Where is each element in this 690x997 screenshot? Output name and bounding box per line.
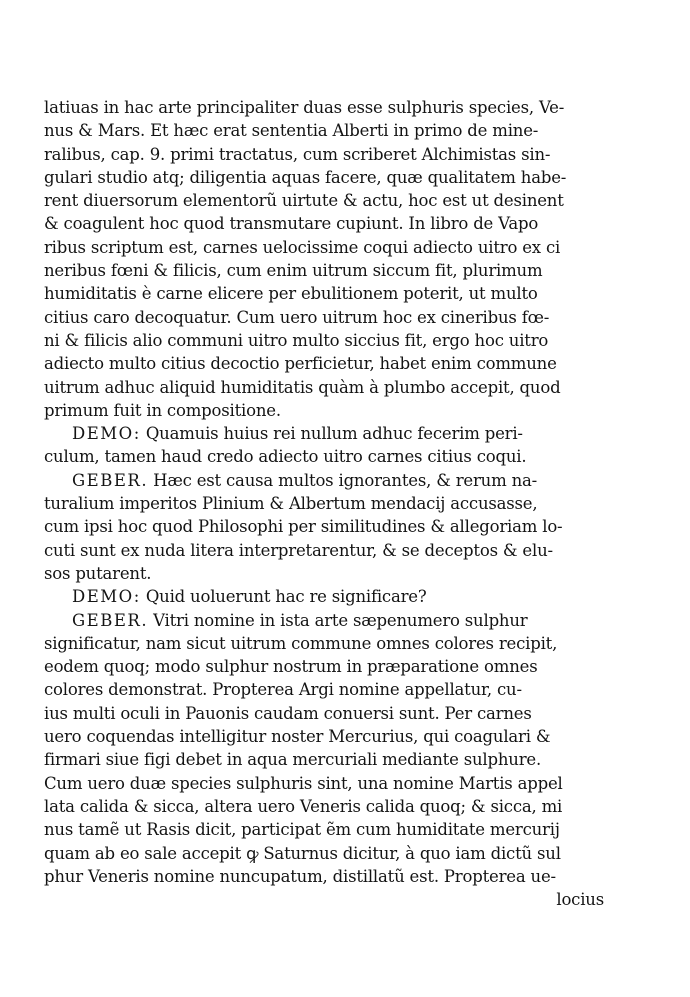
text-line: latiuas in hac arte principaliter duas esse sulphuris species, Ve- — [44, 98, 565, 117]
text-line: eodem quoq; modo sulphur nostrum in præparatione omnes — [44, 657, 538, 677]
text-line: sos putarent. — [44, 563, 152, 583]
text-line: cuti sunt ex nuda litera interpretarentur, & se deceptos & elu- — [44, 540, 553, 560]
body-text — [44, 96, 604, 911]
speaker-label: DEMO: — [72, 424, 141, 444]
text-line: turalium imperitos Plinium & Albertum mendacij accusasse, — [44, 494, 538, 514]
text-line: ius multi oculi in Pauonis caudam conuersi sunt. Per carnes — [44, 703, 532, 723]
text-line: uero coquendas intelligitur noster Mercurius, qui coagulari & — [44, 727, 551, 747]
text-line: adiecto multo citius decoctio perficietur, habet enim commune — [44, 354, 557, 374]
speaker-label: GEBER. — [72, 610, 149, 630]
text-line: firmari siue figi debet in aqua mercuriali mediante sulphure. — [44, 750, 542, 770]
text-line: uitrum adhuc aliquid humiditatis quàm à plumbo accepit, quod — [44, 377, 561, 397]
speaker-label: GEBER. — [72, 470, 149, 490]
dialogue-line: GEBER. Vitri nomine in ista arte sæpenumero sulphur — [72, 610, 528, 630]
text-line: cum ipsi hoc quod Philosophi per similitudines & allegoriam lo- — [44, 517, 563, 537]
text-line: gulari studio atq; diligentia aquas facere, quæ qualitatem habe- — [44, 167, 567, 187]
text-line: significatur, nam sicut uitrum commune omnes colores recipit, — [44, 633, 558, 653]
dialogue-line: DEMO: Quamuis huius rei nullum adhuc fecerim peri- — [72, 424, 523, 444]
text-line: citius caro decoquatur. Cum uero uitrum hoc ex cineribus fœ- — [44, 307, 550, 327]
text-line: rent diuersorum elementorũ uirtute & actu, hoc est ut desinent — [44, 191, 564, 211]
text-line: culum, tamen haud credo adiecto uitro carnes citius coqui. — [44, 447, 527, 467]
text-line: ralibus, cap. 9. primi tractatus, cum scriberet Alchimistas sin- — [44, 144, 551, 164]
text-line: quam ab eo sale accepit ꝙ Saturnus dicitur, à quo iam dictũ sul — [44, 843, 561, 863]
text-line: nus & Mars. Et hæc erat sententia Alberti in primo de mine- — [44, 121, 539, 141]
text-line: ni & filicis alio communi uitro multo siccius fit, ergo hoc uitro — [44, 330, 549, 350]
text-line: phur Veneris nomine nuncupatum, distillatũ est. Propterea ue- — [44, 866, 556, 886]
catchword: locius — [556, 890, 604, 910]
text-line: primum fuit in compositione. — [44, 400, 281, 420]
text-line: Cum uero duæ species sulphuris sint, una nomine Martis appel — [44, 773, 563, 793]
text-line: & coagulent hoc quod transmutare cupiunt. In libro de Vapo — [44, 214, 539, 234]
speaker-label: DEMO: — [72, 587, 141, 607]
text-line: ribus scriptum est, carnes uelocissime coqui adiecto uitro ex ci — [44, 237, 561, 257]
text-line: neribus fœni & filicis, cum enim uitrum siccum fit, plurimum — [44, 261, 543, 281]
text-line: humiditatis è carne elicere per ebulitionem poterit, ut multo — [44, 284, 538, 304]
text-line: colores demonstrat. Propterea Argi nomine appellatur, cu- — [44, 680, 522, 700]
text-line: lata calida & sicca, altera uero Veneris calida quoq; & sicca, mi — [44, 796, 563, 816]
dialogue-line: GEBER. Hæc est causa multos ignorantes, & rerum na- — [72, 470, 538, 490]
text-line: nus tamẽ ut Rasis dicit, participat ẽm cum humiditate mercurij — [44, 820, 560, 840]
dialogue-line: DEMO: Quid uoluerunt hac re significare? — [72, 587, 427, 607]
